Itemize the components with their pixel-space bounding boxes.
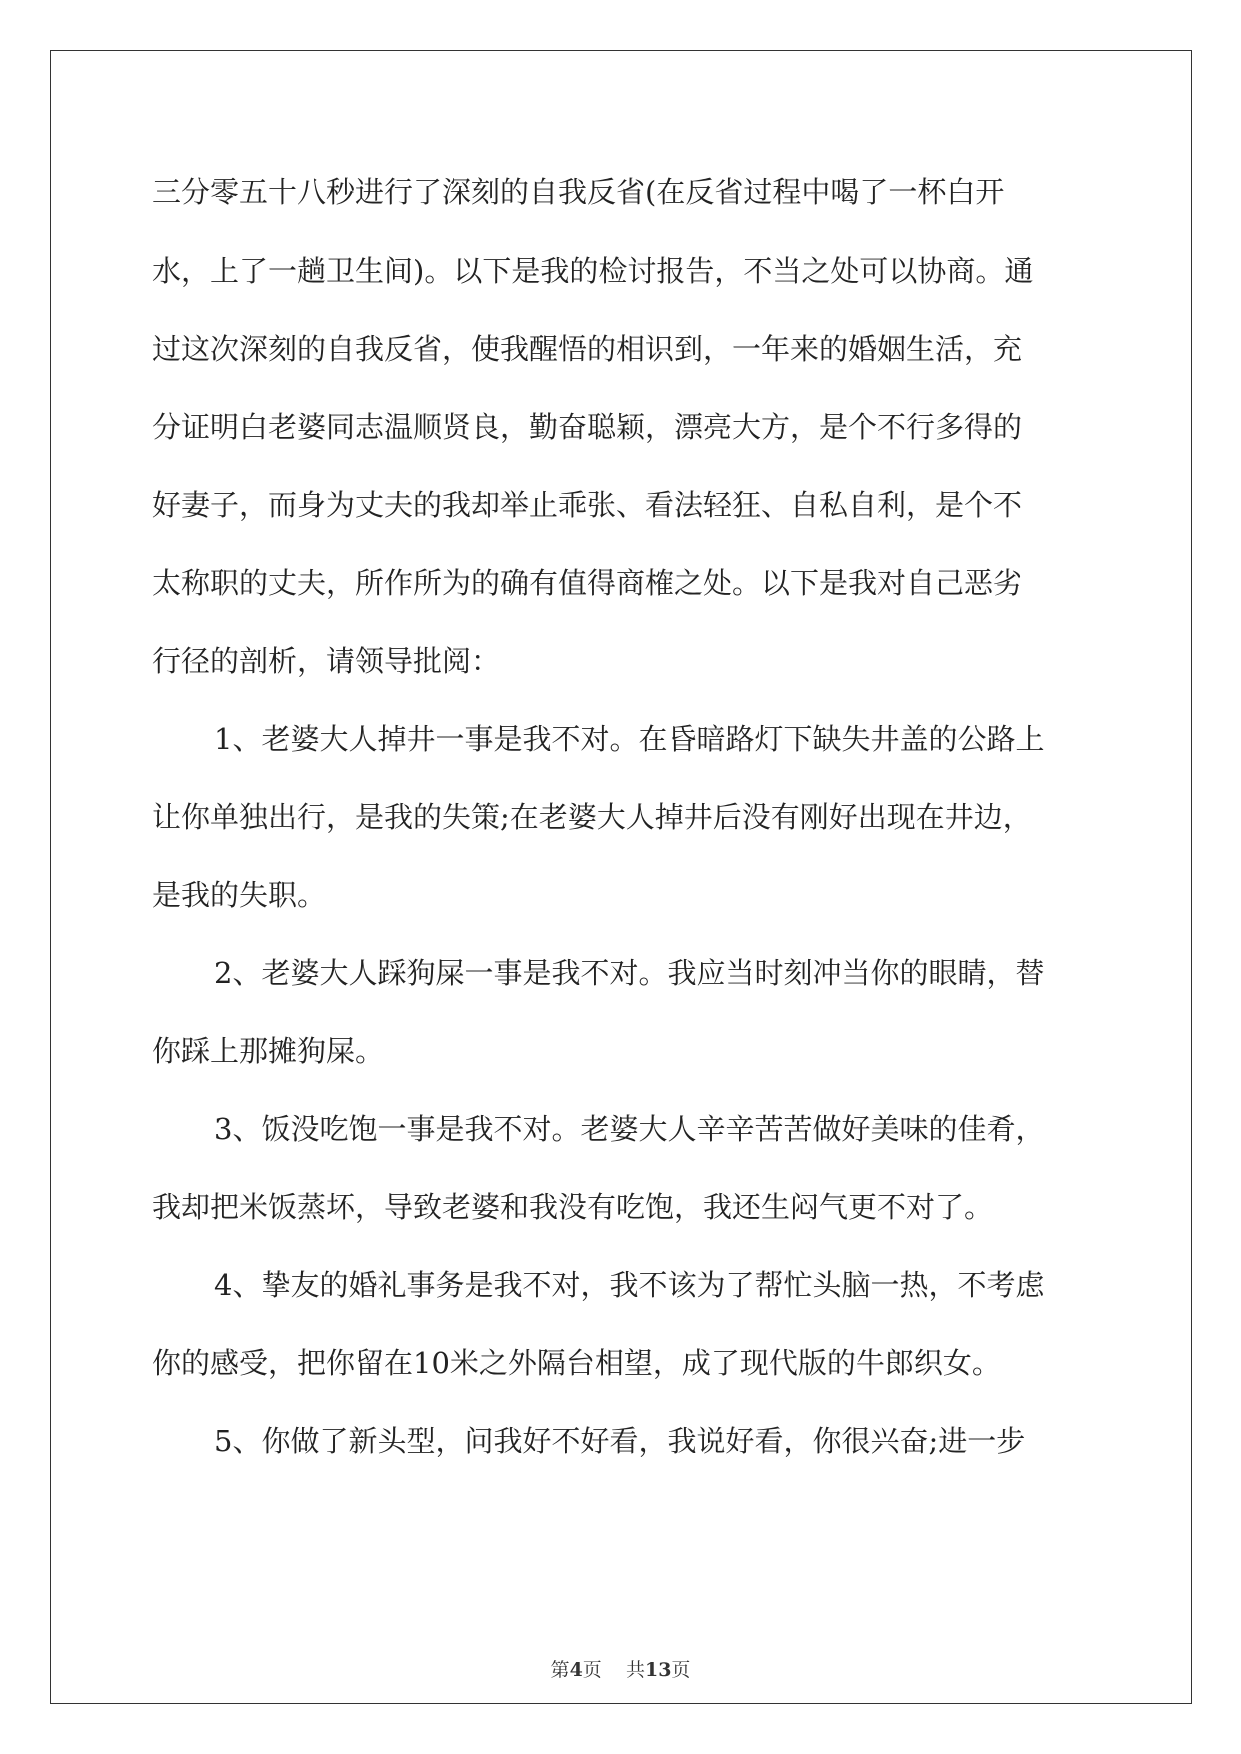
paragraph-item-1-start: 1、老婆大人掉井一事是我不对。在昏暗路灯下缺失井盖的公路上: [214, 722, 1045, 756]
text-line: 太称职的丈夫，所作所为的确有值得商榷之处。以下是我对自己恶劣: [152, 566, 1023, 600]
paragraph-item-2-start: 2、老婆大人踩狗屎一事是我不对。我应当时刻冲当你的眼睛，替: [214, 956, 1045, 990]
footer-prefix: 第: [550, 1659, 570, 1681]
text-line: 水，上了一趟卫生间)。以下是我的检讨报告，不当之处可以协商。通: [152, 254, 1034, 288]
text-line: 是我的失职。: [152, 878, 327, 912]
text-line: 三分零五十八秒进行了深刻的自我反省(在反省过程中喝了一杯白开: [152, 175, 1005, 209]
paragraph-item-4-start: 4、挚友的婚礼事务是我不对，我不该为了帮忙头脑一热，不考虑: [214, 1268, 1045, 1302]
text-line: 分证明白老婆同志温顺贤良，勤奋聪颖，漂亮大方，是个不行多得的: [152, 410, 1023, 444]
text-line: 让你单独出行，是我的失策;在老婆大人掉井后没有刚好出现在井边，: [152, 800, 1032, 834]
document-body: [152, 152, 1092, 1480]
paragraph-item-5-start: 5、你做了新头型，问我好不好看，我说好看，你很兴奋;进一步: [214, 1424, 1026, 1458]
footer-middle: 页 共: [582, 1659, 645, 1681]
text-line: 你踩上那摊狗屎。: [152, 1034, 385, 1068]
current-page-number: 4: [569, 1659, 583, 1681]
text-line: 我却把米饭蒸坏，导致老婆和我没有吃饱，我还生闷气更不对了。: [152, 1190, 994, 1224]
text-line: 过这次深刻的自我反省，使我醒悟的相识到，一年来的婚姻生活，充: [152, 332, 1023, 366]
text-line: 你的感受，把你留在10米之外隔台相望，成了现代版的牛郎织女。: [152, 1346, 1001, 1380]
text-line: 行径的剖析，请领导批阅：: [152, 644, 501, 678]
paragraph-item-3-start: 3、饭没吃饱一事是我不对。老婆大人辛辛苦苦做好美味的佳肴，: [214, 1112, 1045, 1146]
text-line: 好妻子，而身为丈夫的我却举止乖张、看法轻狂、自私自利，是个不: [152, 488, 1023, 522]
page-footer: [0, 1655, 1241, 1682]
footer-suffix: 页: [671, 1659, 691, 1681]
total-page-count: 13: [644, 1659, 672, 1681]
